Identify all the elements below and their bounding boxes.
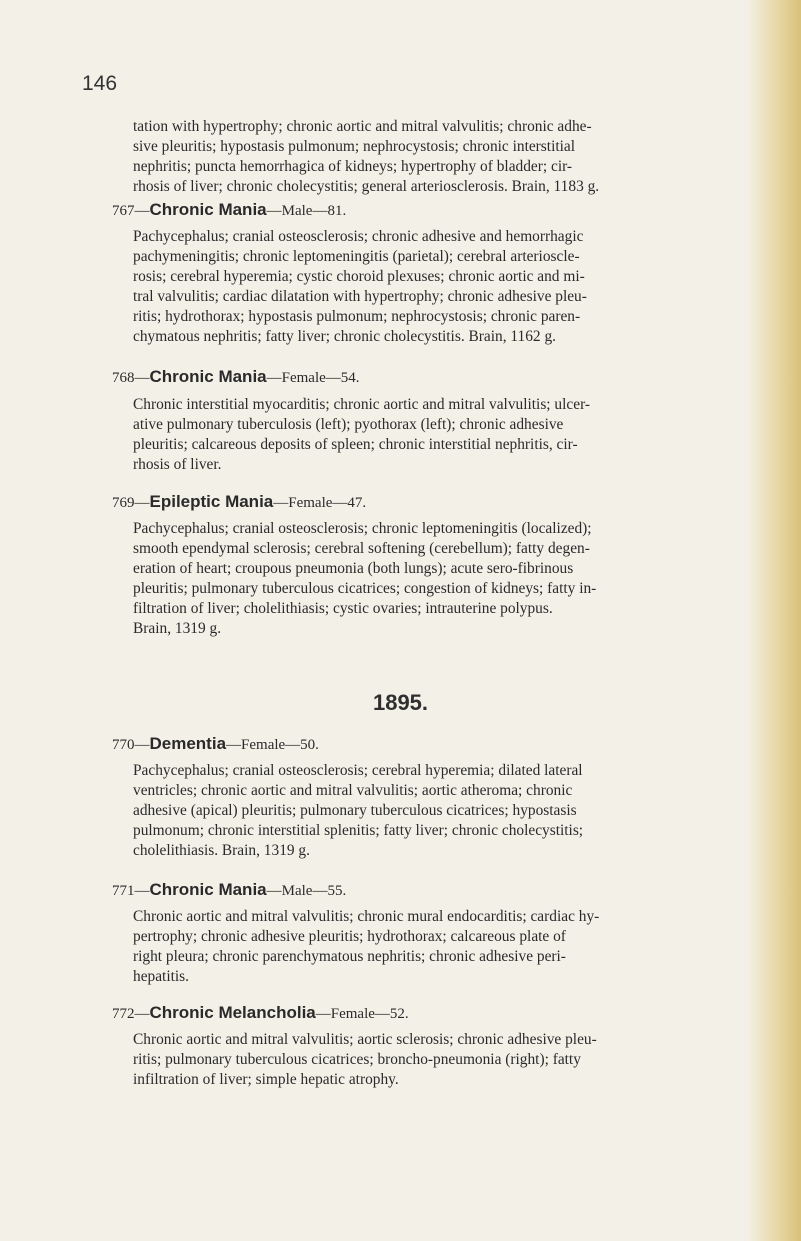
text-line: pachymeningitis; chronic leptomeningitis (parietal); cerebral arterioscle- [133,248,580,265]
text-line: pleuritis; pulmonary tuberculous cicatrices; congestion of kidneys; fatty in- [133,580,597,597]
text-line: eration of heart; croupous pneumonia (both lungs); acute sero-fibrinous [133,560,574,577]
text-line: Chronic aortic and mitral valvulitis; aortic sclerosis; chronic adhesive pleu- [133,1031,597,1048]
entry-number: 768 [112,370,135,386]
entry-title: Epileptic Mania [149,492,274,511]
text-line: right pleura; chronic parenchymatous nephritis; chronic adhesive peri- [133,948,566,965]
entry-title: Dementia [149,734,227,753]
text-line: Chronic aortic and mitral valvulitis; chronic mural endocarditis; cardiac hy- [133,908,600,925]
entry-body-768 [133,395,713,475]
entry-body-769 [133,519,713,639]
text-line: ritis; hydrothorax; hypostasis pulmonum; nephrocystosis; chronic paren- [133,308,581,325]
entry-meta: Female—47. [288,495,367,511]
text-line: chymatous nephritis; fatty liver; chronic cholecystitis. Brain, 1162 g. [133,328,557,345]
text-line: Pachycephalus; cranial osteosclerosis; cerebral hyperemia; dilated lateral [133,762,583,779]
text-line: adhesive (apical) pleuritis; pulmonary tuberculous cicatrices; hypostasis [133,802,577,819]
page-number: 146 [82,72,118,95]
entry-meta: Female—50. [241,737,319,753]
text-line: pertrophy; chronic adhesive pleuritis; hydrothorax; calcareous plate of [133,928,566,945]
text-line: Brain, 1319 g. [133,620,222,637]
text-line: ritis; pulmonary tuberculous cicatrices; broncho-pneumonia (right); fatty [133,1051,581,1068]
entry-number: 767 [112,203,135,219]
entry-body-767 [133,227,713,347]
entry-body-771 [133,907,713,987]
entry-heading-768: 768—Chronic Mania—Female—54. [112,367,360,386]
entry-body-770 [133,761,713,861]
text-line: tation with hypertrophy; chronic aortic and mitral valvulitis; chronic adhe- [133,118,592,135]
text-line: ventricles; chronic aortic and mitral valvulitis; aortic atheroma; chronic [133,782,573,799]
entry-meta: Male—55. [281,883,347,899]
text-line: nephritis; puncta hemorrhagica of kidneys; hypertrophy of bladder; cir- [133,158,573,175]
text-line: tral valvulitis; cardiac dilatation with hypertrophy; chronic adhesive pleu- [133,288,587,305]
entry-body-772 [133,1030,713,1090]
text-line: pleuritis; calcareous deposits of spleen; chronic interstitial nephritis, cir- [133,436,578,453]
page-edge-shading [746,0,801,1241]
text-line: pulmonum; chronic interstitial splenitis; fatty liver; chronic cholecystitis; [133,822,584,839]
entry-title: Chronic Mania [149,880,267,899]
entry-heading-772: 772—Chronic Melancholia—Female—52. [112,1003,409,1022]
text-line: rhosis of liver; chronic cholecystitis; general arteriosclerosis. Brain, 1183 g. [133,178,600,195]
entry-heading-770: 770—Dementia—Female—50. [112,734,319,753]
entry-title: Chronic Melancholia [149,1003,316,1022]
text-line: hepatitis. [133,968,189,985]
entry-meta: Female—52. [330,1006,409,1022]
entry-title: Chronic Mania [149,200,267,219]
text-line: rhosis of liver. [133,456,222,473]
text-line: rosis; cerebral hyperemia; cystic choroid plexuses; chronic aortic and mi- [133,268,585,285]
entry-number: 771 [112,883,135,899]
entry-heading-769: 769—Epileptic Mania—Female—47. [112,492,367,511]
text-line: ative pulmonary tuberculosis (left); pyothorax (left); chronic adhesive [133,416,564,433]
entry-number: 772 [112,1006,135,1022]
text-line: Pachycephalus; cranial osteosclerosis; chronic leptomeningitis (localized); [133,520,592,537]
year-heading: 1895. [372,690,429,715]
entry-meta: Female—54. [281,370,360,386]
intro-paragraph [133,117,713,197]
entry-heading-771: 771—Chronic Mania—Male—55. [112,880,347,899]
entry-number: 770 [112,737,135,753]
text-line: infiltration of liver; simple hepatic atrophy. [133,1071,399,1088]
text-line: filtration of liver; cholelithiasis; cystic ovaries; intrauterine polypus. [133,600,553,617]
entry-number: 769 [112,495,135,511]
entry-title: Chronic Mania [149,367,267,386]
text-line: Chronic interstitial myocarditis; chronic aortic and mitral valvulitis; ulcer- [133,396,591,413]
text-line: cholelithiasis. Brain, 1319 g. [133,842,310,859]
text-line: Pachycephalus; cranial osteosclerosis; chronic adhesive and hemorrhagic [133,228,584,245]
text-line: sive pleuritis; hypostasis pulmonum; nephrocystosis; chronic interstitial [133,138,576,155]
entry-heading-767: 767—Chronic Mania—Male—81. [112,200,347,219]
entry-meta: Male—81. [281,203,347,219]
text-line: smooth ependymal sclerosis; cerebral softening (cerebellum); fatty degen- [133,540,590,557]
